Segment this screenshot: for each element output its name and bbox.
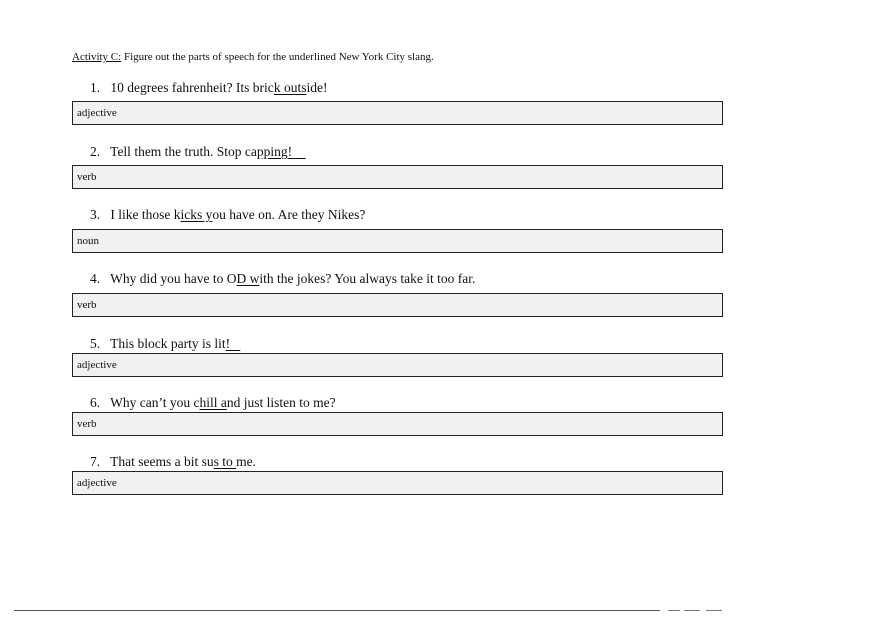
- question-text-end: ou have on. Are they Nikes?: [212, 207, 366, 222]
- underlined-slang: hill a: [199, 395, 227, 410]
- footer-rule-segment: [668, 610, 680, 611]
- underlined-slang: icks y: [180, 207, 213, 222]
- answer-field-5[interactable]: adjective: [72, 353, 723, 377]
- question-number: 3.: [90, 207, 101, 222]
- answer-field-4[interactable]: verb: [72, 293, 723, 317]
- footer-rule-segment: [706, 610, 722, 611]
- question-number: 6.: [90, 395, 101, 410]
- question-text: Tell them the truth. Stop ca: [110, 144, 257, 159]
- underlined-slang: pping!: [256, 144, 306, 159]
- answer-field-7[interactable]: adjective: [72, 471, 723, 495]
- answer-field-6[interactable]: verb: [72, 412, 723, 436]
- answer-field-1[interactable]: adjective: [72, 101, 723, 125]
- question-text-end: me.: [236, 454, 257, 469]
- answer-field-3[interactable]: noun: [72, 229, 723, 253]
- question-5: [90, 336, 240, 352]
- question-text-end: ide!: [306, 80, 328, 95]
- footer-rule: [14, 610, 660, 611]
- question-3: [90, 207, 365, 223]
- question-number: 5.: [90, 336, 101, 351]
- question-number: 7.: [90, 454, 101, 469]
- question-text-end: ith the jokes? You always take it too far.: [259, 271, 476, 286]
- underlined-slang: s to: [213, 454, 237, 469]
- activity-label: Activity C:: [72, 51, 122, 63]
- question-number: 2.: [90, 144, 101, 159]
- underlined-slang: D w: [236, 271, 260, 286]
- question-text: That seems a bit su: [110, 454, 214, 469]
- question-number: 1.: [90, 80, 101, 95]
- activity-instructions: Figure out the parts of speech for the underlined New York City slang.: [121, 51, 434, 63]
- question-6: [90, 395, 336, 411]
- question-1: [90, 80, 327, 96]
- question-text: Why did you have to O: [110, 271, 237, 286]
- question-text: Why can’t you c: [110, 395, 200, 410]
- question-text: This block party is lit: [110, 336, 226, 351]
- question-text: I like those k: [110, 207, 181, 222]
- activity-heading: [72, 50, 434, 64]
- question-7: [90, 454, 256, 470]
- underlined-slang: !: [225, 336, 241, 351]
- footer-rule-segment: [684, 610, 700, 611]
- question-4: [90, 271, 475, 287]
- answer-field-2[interactable]: verb: [72, 165, 723, 189]
- question-text-end: nd just listen to me?: [226, 395, 336, 410]
- question-text: 10 degrees fahrenheit? Its bric: [110, 80, 274, 95]
- question-number: 4.: [90, 271, 101, 286]
- question-2: [90, 144, 306, 160]
- underlined-slang: k outs: [273, 80, 307, 95]
